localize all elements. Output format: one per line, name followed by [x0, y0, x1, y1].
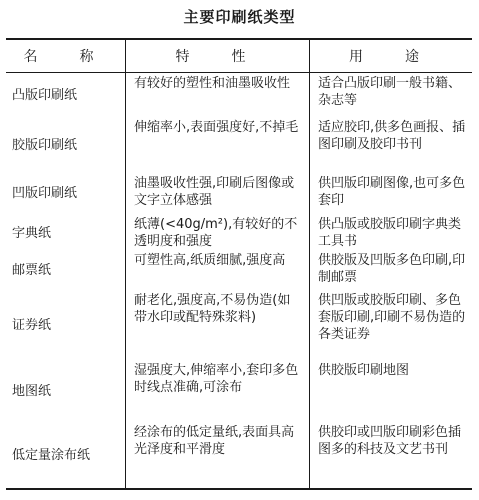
header-use-label: 用 途 — [349, 49, 433, 65]
row-features: 纸薄(<40g/m²),有较好的不透明度和强度 — [125, 214, 309, 252]
row-use: 适应胶印,供多色画报、插图印刷及胶印书刊 — [309, 117, 472, 173]
row-use: 供胶版及凹版多色印刷,印制邮票 — [309, 250, 472, 290]
row-features: 伸缩率小,表面强度好,不掉毛 — [125, 117, 309, 173]
row-name: 凸版印刷纸 — [12, 87, 78, 103]
row-use: 供胶版印刷地图 — [309, 360, 472, 422]
row-use: 供凸版或胶版印刷字典类工具书 — [309, 214, 472, 252]
row-name: 低定量涂布纸 — [12, 447, 91, 463]
row-features: 油墨吸收性强,印刷后图像或文字立体感强 — [125, 173, 309, 214]
table-row — [6, 73, 472, 117]
paper-types-table — [6, 38, 472, 490]
table-title: 主要印刷纸类型 — [183, 8, 296, 26]
row-use: 适合凸版印刷一般书籍、杂志等 — [309, 73, 472, 117]
table-row — [6, 422, 472, 488]
row-features: 经涂布的低定量纸,表面具高光泽度和平滑度 — [125, 422, 309, 488]
row-use: 供胶印或凹版印刷彩色插图多的科技及文艺书刊 — [309, 422, 472, 488]
table-row — [6, 173, 472, 214]
header-name: 名 称 — [23, 49, 108, 65]
header-features-label: 特 性 — [175, 49, 260, 65]
table-row — [6, 214, 472, 250]
row-name: 邮票纸 — [12, 262, 52, 278]
row-name: 证券纸 — [12, 317, 52, 333]
row-name: 地图纸 — [12, 383, 52, 399]
row-features: 可塑性高,纸质细腻,强度高 — [125, 250, 309, 290]
row-features: 有较好的塑性和油墨吸收性 — [125, 73, 309, 117]
row-features: 湿强度大,伸缩率小,套印多色时线点准确,可涂布 — [125, 360, 309, 422]
table-header — [6, 40, 472, 73]
table-row — [6, 360, 472, 422]
row-use: 供凹版印刷图像,也可多色套印 — [309, 173, 472, 214]
row-features: 耐老化,强度高,不易伪造(如带水印或配特殊浆料) — [125, 290, 309, 360]
row-name: 凹版印刷纸 — [12, 186, 78, 201]
header-features — [125, 40, 309, 72]
table-row — [6, 250, 472, 290]
row-name: 胶版印刷纸 — [12, 137, 78, 153]
row-name: 字典纸 — [12, 225, 52, 241]
header-use — [309, 40, 472, 72]
table-row — [6, 117, 472, 173]
row-use: 供凹版或胶版印刷、多色套版印刷,印刷不易伪造的各类证券 — [309, 290, 472, 360]
table-row — [6, 290, 472, 360]
